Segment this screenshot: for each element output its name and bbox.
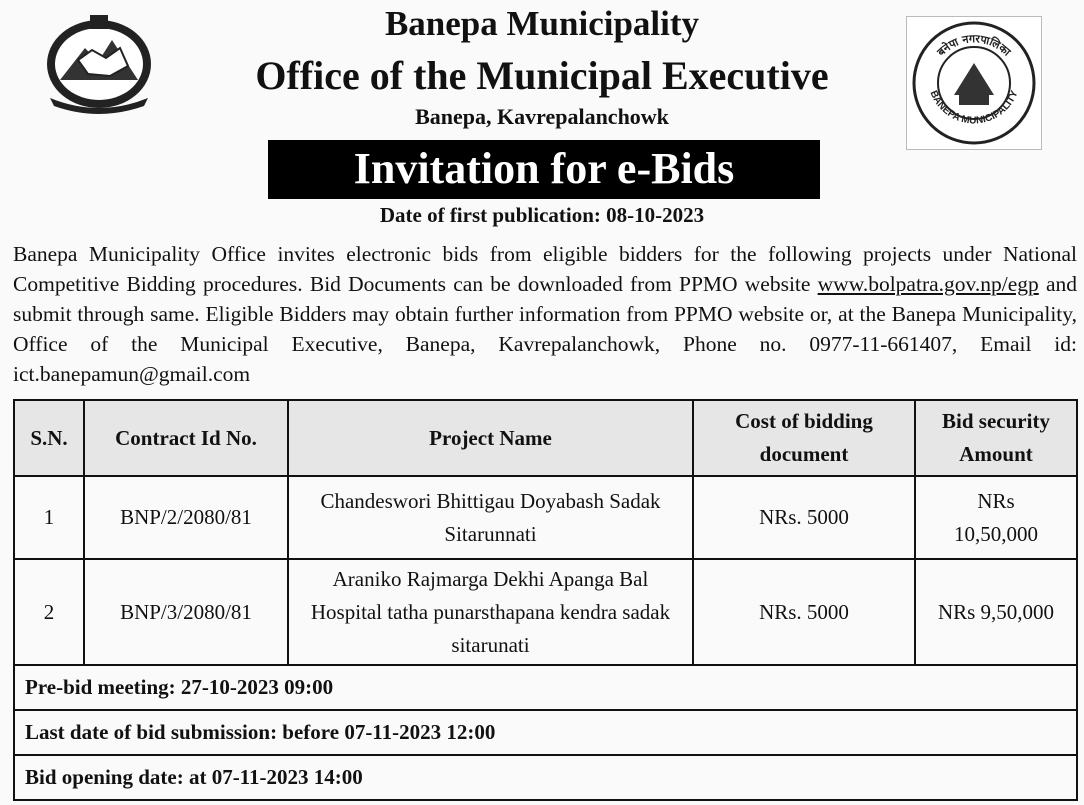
cell-cost: NRs. 5000: [693, 476, 915, 559]
header-security: Bid security Amount: [915, 400, 1077, 476]
header-project-name: Project Name: [288, 400, 693, 476]
table-row: [14, 476, 1077, 559]
cell-sn: 2: [14, 559, 84, 665]
seal-top-text: बनेपा नगरपालिका: [934, 32, 1014, 59]
last-submission-date: Last date of bid submission: before 07-11-2023 12:00: [14, 710, 1077, 755]
page-title: Invitation for e-Bids: [268, 140, 820, 199]
bolpatra-link[interactable]: www.bolpatra.gov.np/egp: [817, 272, 1039, 296]
cell-contract-id: BNP/3/2080/81: [84, 559, 288, 665]
intro-text: Banepa Municipality Office invites electronic bids from eligible bidders for the following projects under National Competitive Bidding procedures. Bid Documents can be downloaded from PPMO website: [13, 242, 1077, 296]
cell-security: NRs 9,50,000: [915, 559, 1077, 665]
info-row: [14, 710, 1077, 755]
cell-project: Araniko Rajmarga Dekhi Apanga Bal Hospital tatha punarsthapana kendra sadak sitarunati: [288, 559, 693, 665]
location: Banepa, Kavrepalanchowk: [415, 104, 669, 129]
intro-text-cont: and submit through same. Eligible Bidders may obtain further information from PPMO website or, at the Banepa Municipality, Office of the Municipal Executive, Banepa, Kavrepalanchowk, Phone no. 0977-11-661407, Email id: ict.banepamun@gmail.com: [13, 272, 1078, 386]
table-row: [14, 559, 1077, 665]
cell-sn: 1: [14, 476, 84, 559]
header-sn: S.N.: [14, 400, 84, 476]
header-contract-id: Contract Id No.: [84, 400, 288, 476]
info-row: [14, 755, 1077, 800]
intro-paragraph: [13, 239, 1077, 389]
cell-project: Chandeswori Bhittigau Doyabash Sadak Sitarunnati: [288, 476, 693, 559]
seal-text: BANEPA MUNICIPALITY: [927, 89, 1021, 127]
pre-bid-meeting: Pre-bid meeting: 27-10-2023 09:00: [14, 665, 1077, 710]
cell-cost: NRs. 5000: [693, 559, 915, 665]
info-row: [14, 665, 1077, 710]
municipality-name: Banepa Municipality: [384, 4, 700, 43]
cell-security: NRs 10,50,000: [915, 476, 1077, 559]
cell-contract-id: BNP/2/2080/81: [84, 476, 288, 559]
bid-opening-date: Bid opening date: at 07-11-2023 14:00: [14, 755, 1077, 800]
office-name: Office of the Municipal Executive: [255, 53, 829, 98]
bids-table: [13, 399, 1078, 801]
header-cost: Cost of bidding document: [693, 400, 915, 476]
publication-date: Date of first publication: 08-10-2023: [379, 203, 705, 227]
